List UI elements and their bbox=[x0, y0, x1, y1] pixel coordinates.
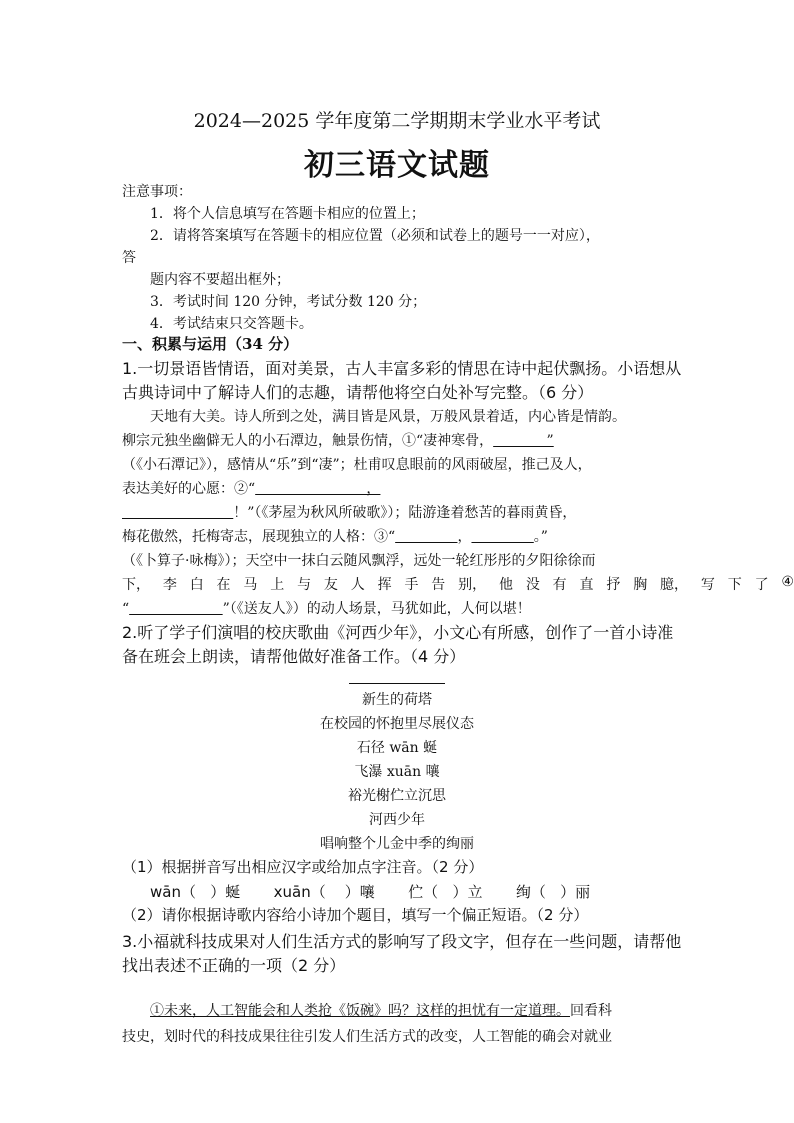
q3-underlined-sentence: ①未来，人工智能会和人类抢《饭碗》吗？这样的担忧有一定道理。 bbox=[150, 1003, 570, 1019]
q1-char: 写 bbox=[700, 577, 715, 593]
q1-paragraph-line-1: 天地有大美。诗人所到之处，满目皆是风景，万般风景着适，内心皆是情韵。 bbox=[150, 409, 626, 425]
q1-char: 白 bbox=[189, 577, 204, 593]
q1-char: 他 bbox=[498, 577, 513, 593]
page-title: 初三语文试题 bbox=[304, 148, 490, 183]
q1-text: 。” bbox=[533, 529, 548, 545]
q1-text: 表达美好的心愿：②“ bbox=[122, 481, 256, 497]
poem-line: 裕光榭伫立沉思 bbox=[348, 788, 446, 804]
q1-blank-3b bbox=[471, 529, 533, 545]
q1-char: 李 bbox=[162, 577, 177, 593]
notes-item-1: 1．将个人信息填写在答题卡相应的位置上； bbox=[150, 206, 425, 222]
q1-paragraph-line-8 bbox=[122, 574, 794, 594]
poem-line: 唱响整个儿金中季的绚丽 bbox=[320, 836, 474, 852]
q2-sub-1: （1）根据拼音写出相应汉字或给加点字注音。（2 分） bbox=[122, 858, 484, 876]
q3-paragraph-line-2: 技史，划时代的科技成果往往引发人们生活方式的改变，人工智能的确会对就业 bbox=[122, 1029, 612, 1045]
poem-title-blank bbox=[349, 683, 445, 684]
q1-char: 挥 bbox=[377, 577, 392, 593]
q1-paragraph-line-9 bbox=[122, 598, 531, 618]
q1-paragraph-line-2 bbox=[122, 430, 554, 450]
q1-text: ”（《送友人》）的动人场景，马犹如此，人何以堪！ bbox=[222, 601, 531, 617]
notes-item-2-wrap: 答 bbox=[122, 250, 136, 266]
q1-blank-1: ” bbox=[493, 433, 554, 449]
q1-text: 梅花傲然，托梅寄志，展现独立的人格：③“ bbox=[122, 529, 396, 545]
q1-char: 手 bbox=[404, 577, 419, 593]
q1-text: ， bbox=[457, 529, 472, 545]
q3-stem-line-2: 找出表述不正确的一项（2 分） bbox=[122, 956, 346, 975]
q1-paragraph-line-4 bbox=[122, 478, 380, 498]
exam-title: 2024—2025 学年度第二学期期末学业水平考试 bbox=[193, 110, 601, 132]
q1-paragraph-line-6 bbox=[122, 526, 548, 546]
q1-char: 别， bbox=[458, 577, 487, 593]
q1-char: 胸 bbox=[633, 577, 648, 593]
q1-char: 直 bbox=[579, 577, 594, 593]
q1-stem-line-2: 古典诗词中了解诗人们的志趣，请帮他将空白处补写完整。（6 分） bbox=[122, 383, 594, 402]
q1-char: 与 bbox=[297, 577, 312, 593]
q1-char: 在 bbox=[216, 577, 231, 593]
poem-line: 新生的荷塔 bbox=[362, 692, 432, 708]
poem-line: 飞瀑 xuān 嚷 bbox=[354, 764, 440, 780]
q1-blank-2a: ， bbox=[255, 481, 381, 497]
q1-paragraph-line-7: （《卜算子·咏梅》）；天空中一抹白云随风飘浮，远处一轮红彤彤的夕阳徐徐而 bbox=[122, 553, 596, 569]
poem-line: 河西少年 bbox=[369, 812, 425, 828]
q1-blank-2b bbox=[122, 505, 233, 521]
q1-char: 马 bbox=[243, 577, 258, 593]
q1-text: ！”（《茅屋为秋风所破歌》）；陆游逢着愁苦的暮雨黄昏， bbox=[233, 505, 577, 521]
q2-sub-1-blanks: wān（ ）蜒 xuān（ ）嚷 伫（ ）立 绚（ ）丽 bbox=[150, 883, 591, 901]
q1-char: 上 bbox=[270, 577, 285, 593]
q1-paragraph-line-5 bbox=[122, 502, 576, 522]
notes-item-2-cont: 题内容不要超出框外； bbox=[150, 272, 290, 288]
q1-char: 人 bbox=[350, 577, 365, 593]
q2-stem-line-2: 备在班会上朗读，请帮他做好准备工作。（4 分） bbox=[122, 647, 466, 666]
q1-char: 告 bbox=[431, 577, 446, 593]
q1-char: 抒 bbox=[606, 577, 621, 593]
q1-blank-4 bbox=[129, 601, 222, 617]
q1-paragraph-line-3: （《小石潭记》），感情从“乐”到“凄”；杜甫叹息眼前的风雨破屋，推己及人， bbox=[122, 457, 592, 473]
q1-char: 有 bbox=[552, 577, 567, 593]
q3-paragraph-line-1 bbox=[150, 1000, 612, 1020]
notes-item-2: 2．请将答案填写在答题卡的相应位置（必须和试卷上的题号一一对应）， bbox=[150, 228, 600, 244]
q1-blank-3a bbox=[395, 529, 457, 545]
poem-line: 石径 wān 蜒 bbox=[356, 740, 438, 756]
poem-line: 在校园的怀抱里尽展仪态 bbox=[320, 716, 474, 732]
q2-stem-line-1: 2.听了学子们演唱的校庆歌曲《河西少年》，小文心有所感，创作了一首小诗准 bbox=[122, 623, 674, 642]
q1-char: 臆， bbox=[660, 577, 689, 593]
notes-item-4: 4．考试结束只交答题卡。 bbox=[150, 316, 313, 332]
q3-stem-line-1: 3.小福就科技成果对人们生活方式的影响写了段文字，但存在一些问题，请帮他 bbox=[122, 932, 682, 951]
q1-text: “ bbox=[122, 601, 130, 617]
notes-heading: 注意事项： bbox=[122, 184, 192, 200]
section-title: 一、积累与运用（34 分） bbox=[122, 335, 299, 353]
q3-text: 回看科 bbox=[570, 1003, 612, 1019]
q1-char: 下 bbox=[727, 577, 742, 593]
notes-item-3: 3．考试时间 120 分钟，考试分数 120 分； bbox=[150, 294, 427, 310]
q1-stem-line-1: 1.一切景语皆情语，面对美景，古人丰富多彩的情思在诗中起伏飘扬。小语想从 bbox=[122, 359, 682, 378]
q1-char: 没 bbox=[525, 577, 540, 593]
q1-char: 友 bbox=[323, 577, 338, 593]
q1-char: 下， bbox=[122, 577, 150, 593]
q2-sub-2: （2）请你根据诗歌内容给小诗加个题目，填写一个偏正短语。（2 分） bbox=[122, 906, 589, 924]
q1-char: ④ bbox=[781, 574, 794, 590]
q1-text: 柳宗元独坐幽僻无人的小石潭边，触景伤情，①“凄神寒骨， bbox=[122, 433, 494, 449]
q1-char: 了 bbox=[754, 577, 769, 593]
